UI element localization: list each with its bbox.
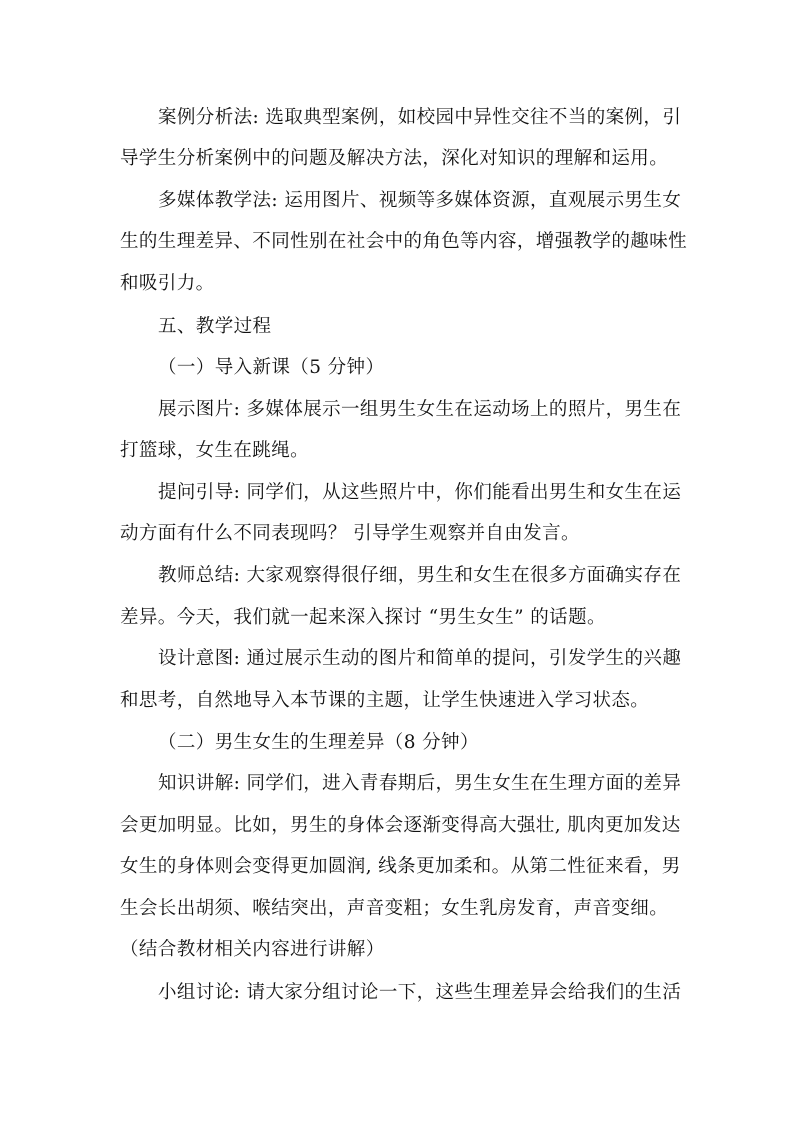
subsection-heading-physiological-differences: （二）男生女生的生理差异（8 分钟）	[158, 732, 479, 753]
paragraph-design-intent-line-1: 设计意图: 通过展示生动的图片和简单的提问，引发学生的兴趣	[158, 648, 682, 669]
paragraph-teacher-summary-line-2: 差异。今天，我们就一起来深入探讨 “男生女生” 的话题。	[120, 607, 606, 628]
subsection-heading-intro: （一）导入新课（5 分钟）	[158, 357, 385, 378]
paragraph-knowledge-lecture-line-4: 生会长出胡须、喉结突出，声音变粗；女生乳房发育，声音变细。	[120, 898, 669, 919]
section-heading-teaching-process: 五、教学过程	[158, 316, 272, 337]
paragraph-knowledge-lecture-line-3: 女生的身体则会变得更加圆润, 线条更加柔和。从第二性征来看，男	[120, 856, 681, 877]
paragraph-question-guide-line-1: 提问引导: 同学们，从这些照片中，你们能看出男生和女生在运	[158, 482, 682, 503]
paragraph-question-guide-line-2: 动方面有什么不同表现吗？ 引导学生观察并自由发言。	[120, 523, 580, 544]
paragraph-multimedia-line-3: 和吸引力。	[120, 273, 215, 294]
paragraph-design-intent-line-2: 和思考，自然地导入本节课的主题，让学生快速进入学习状态。	[120, 690, 650, 711]
paragraph-knowledge-lecture-line-5: （结合教材相关内容进行讲解）	[120, 939, 385, 960]
paragraph-multimedia-line-2: 生的生理差异、不同性别在社会中的角色等内容，增强教学的趣味性	[120, 231, 688, 252]
paragraph-show-pictures-line-2: 打篮球，女生在跳绳。	[120, 440, 310, 461]
paragraph-group-discussion-line-1: 小组讨论: 请大家分组讨论一下，这些生理差异会给我们的生活	[158, 982, 682, 1003]
paragraph-teacher-summary-line-1: 教师总结: 大家观察得很仔细，男生和女生在很多方面确实存在	[158, 565, 682, 586]
paragraph-case-analysis-line-2: 导学生分析案例中的问题及解决方法，深化对知识的理解和运用。	[120, 148, 669, 169]
paragraph-show-pictures-line-1: 展示图片: 多媒体展示一组男生女生在运动场上的照片，男生在	[158, 399, 682, 420]
paragraph-knowledge-lecture-line-2: 会更加明显。比如，男生的身体会逐渐变得高大强壮, 肌肉更加发达	[120, 815, 681, 836]
paragraph-multimedia-line-1: 多媒体教学法: 运用图片、视频等多媒体资源，直观展示男生女	[158, 190, 682, 211]
paragraph-knowledge-lecture-line-1: 知识讲解: 同学们，进入青春期后，男生女生在生理方面的差异	[158, 773, 682, 794]
paragraph-case-analysis-line-1: 案例分析法: 选取典型案例，如校园中异性交往不当的案例，引	[158, 107, 682, 128]
